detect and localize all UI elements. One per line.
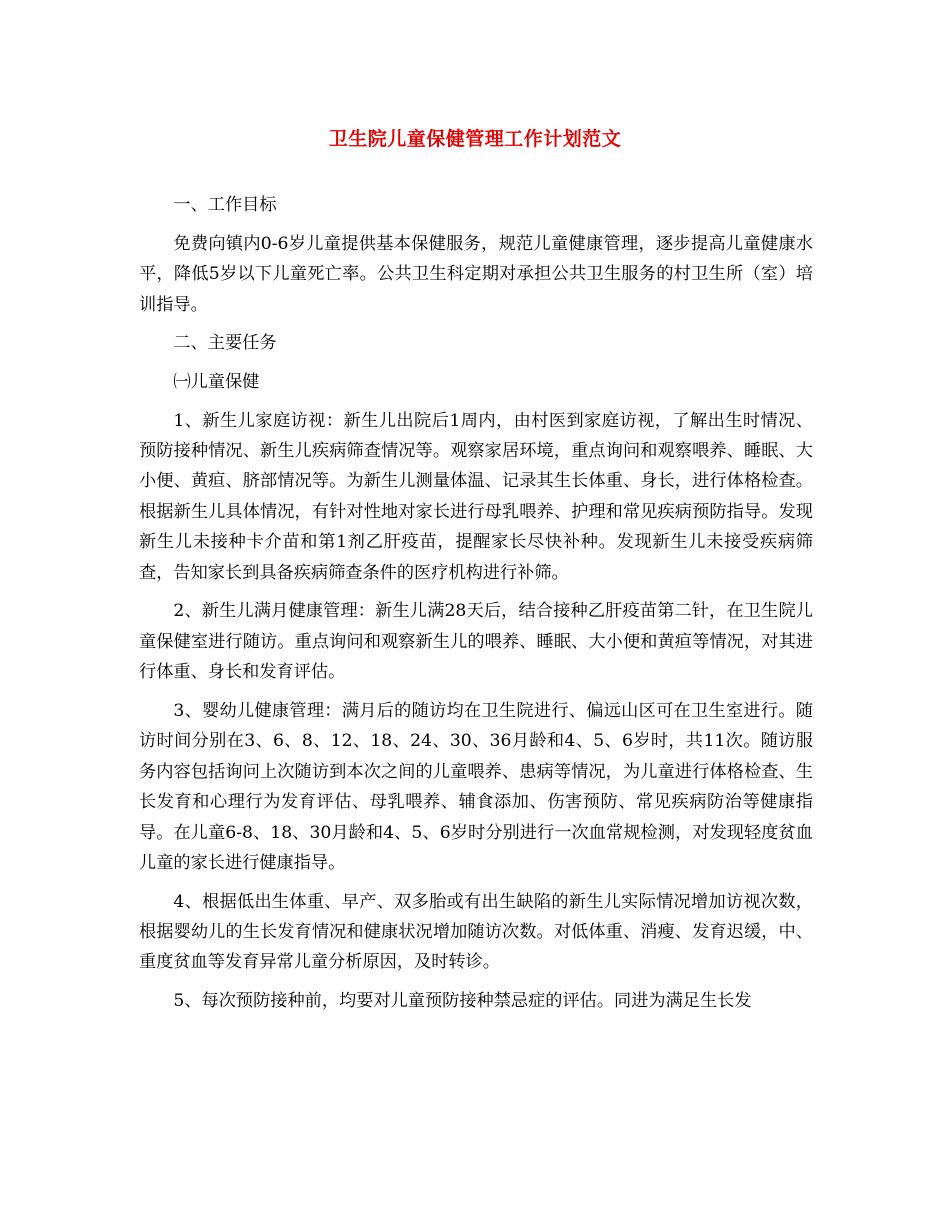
subsection-heading-child-care: ㈠儿童保健 bbox=[173, 371, 260, 392]
section-heading-tasks: 二、主要任务 bbox=[173, 333, 277, 354]
paragraph-newborn-month-management: 2、新生儿满月健康管理：新生儿满28天后，结合接种乙肝疫苗第二针，在卫生院儿童保健室进行随访。重点询问和观察新生儿的喂养、睡眠、大小便和黄疸等情况，对其进行体重、身长和发育评估。 bbox=[139, 601, 813, 683]
paragraph-vaccination-assessment: 5、每次预防接种前，均要对儿童预防接种禁忌症的评估。同进为满足生长发 bbox=[173, 991, 752, 1012]
section-heading-goals: 一、工作目标 bbox=[173, 195, 277, 215]
document-body bbox=[139, 190, 813, 1025]
paragraph-additional-visits: 4、根据低出生体重、早产、双多胎或有出生缺陷的新生儿实际情况增加访视次数，根据婴幼儿的生长发育情况和健康状况增加随访次数。对低体重、消瘦、发育迟缓，中、重度贫血等发育异常儿童分析原因，及时转诊。 bbox=[139, 891, 813, 973]
paragraph-infant-health-management: 3、婴幼儿健康管理：满月后的随访均在卫生院进行、偏远山区可在卫生室进行。随访时间分别在3、6、8、12、18、24、30、36月龄和4、5、6岁时，共11次。随访服务内容包括询问上次随访到本次之间的儿童喂养、患病等情况，为儿童进行体格检查、生长发育和心理行为发育评估、母乳喂养、辅食添加、伤害预防、常见疾病防治等健康指导。在儿童6-8、18、30月龄和4、5、6岁时分别进行一次血常规检测，对发现轻度贫血儿童的家长进行健康指导。 bbox=[139, 700, 813, 873]
document-title: 卫生院儿童保健管理工作计划范文 bbox=[328, 128, 622, 150]
paragraph-newborn-home-visit: 1、新生儿家庭访视：新生儿出院后1周内，由村医到家庭访视，了解出生时情况、预防接种情况、新生儿疾病筛查情况等。观察家居环境，重点询问和观察喂养、睡眠、大小便、黄疸、脐部情况等。为新生儿测量体温、记录其生长体重、身长，进行体格检查。根据新生儿具体情况，有针对性地对家长进行母乳喂养、护理和常见疾病预防指导。发现新生儿未接种卡介苗和第1剂乙肝疫苗，提醒家长尽快补种。发现新生儿未接受疾病筛查，告知家长到具备疾病筛查条件的医疗机构进行补筛。 bbox=[139, 410, 813, 583]
paragraph-goals: 免费向镇内0-6岁儿童提供基本保健服务，规范儿童健康管理，逐步提高儿童健康水平，降低5岁以下儿童死亡率。公共卫生科定期对承担公共卫生服务的村卫生所（室）培训指导。 bbox=[139, 233, 813, 315]
